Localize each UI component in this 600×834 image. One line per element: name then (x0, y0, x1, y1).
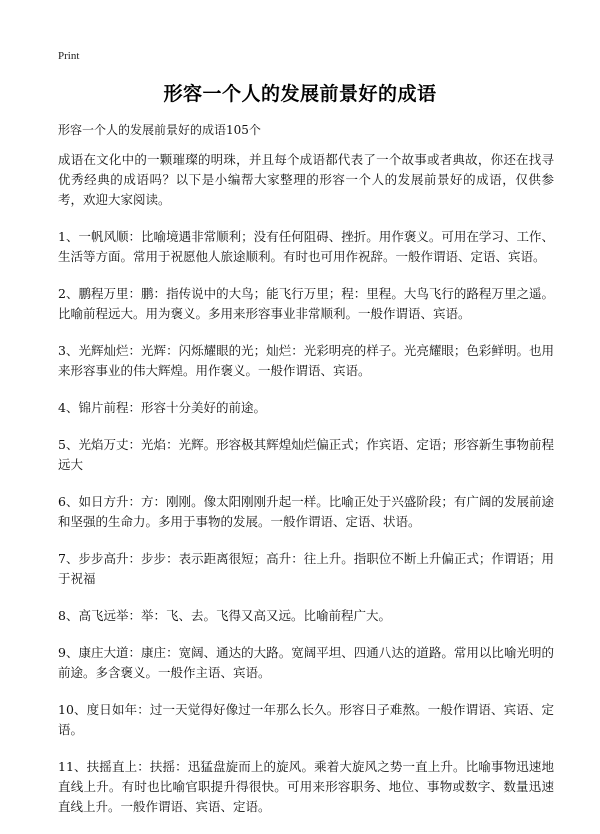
idiom-entry-9: 9、康庄大道：康庄：宽阔、通达的大路。宽阔平坦、四通八达的道路。常用以比喻光明的前途。多含褒义。一般作主语、宾语。 (58, 645, 554, 680)
idiom-entry-3: 3、光辉灿烂：光辉：闪烁耀眼的光；灿烂：光彩明亮的样子。光亮耀眼；色彩鲜明。也用来形容事业的伟大辉煌。用作褒义。一般作谓语、宾语。 (58, 343, 554, 378)
idiom-entry-7: 7、步步高升：步步：表示距离很短；高升：往上升。指职位不断上升偏正式；作谓语；用于祝福 (58, 551, 554, 586)
idiom-entry-6: 6、如日方升：方：刚刚。像太阳刚刚升起一样。比喻正处于兴盛阶段；有广阔的发展前途和坚强的生命力。多用于事物的发展。一般作谓语、定语、状语。 (58, 494, 554, 529)
idiom-entry-4: 4、锦片前程：形容十分美好的前途。 (58, 400, 266, 415)
article-subtitle: 形容一个人的发展前景好的成语105个 (58, 123, 261, 137)
idiom-entry-10: 10、度日如年：过一天觉得好像过一年那么长久。形容日子难熬。一般作谓语、宾语、定语。 (58, 702, 554, 737)
idiom-entry-1: 1、一帆风顺：比喻境遇非常顺利；没有任何阻碍、挫折。用作褒义。可用在学习、工作、生活等方面。常用于祝愿他人旅途顺利。有时也可用作祝辞。一般作谓语、定语、宾语。 (58, 229, 554, 264)
article-body (58, 150, 554, 834)
idiom-entry-8: 8、高飞远举：举：飞、去。飞得又高又远。比喻前程广大。 (58, 608, 391, 623)
idiom-entry-2: 2、鹏程万里：鹏：指传说中的大鸟；能飞行万里；程：里程。大鸟飞行的路程万里之遥。比喻前程远大。用为褒义。多用来形容事业非常顺利。一般作谓语、宾语。 (58, 286, 554, 321)
page-title: 形容一个人的发展前景好的成语 (163, 83, 437, 105)
idiom-entry-5: 5、光焰万丈：光焰：光辉。形容极其辉煌灿烂偏正式；作宾语、定语；形容新生事物前程远大 (58, 437, 554, 472)
idiom-entry-11: 11、扶摇直上：扶摇：迅猛盘旋而上的旋风。乘着大旋风之势一直上升。比喻事物迅速地直线上升。有时也比喻官职提升得很快。可用来形容职务、地位、事物或数字、数量迅速直线上升。一般作谓语、宾语、定语。 (58, 759, 554, 814)
intro-paragraph: 成语在文化中的一颗璀璨的明珠，并且每个成语都代表了一个故事或者典故，你还在找寻优秀经典的成语吗？以下是小编帮大家整理的形容一个人的发展前景好的成语，仅供参考，欢迎大家阅读。 (58, 152, 554, 207)
print-link[interactable]: Print (58, 50, 80, 62)
